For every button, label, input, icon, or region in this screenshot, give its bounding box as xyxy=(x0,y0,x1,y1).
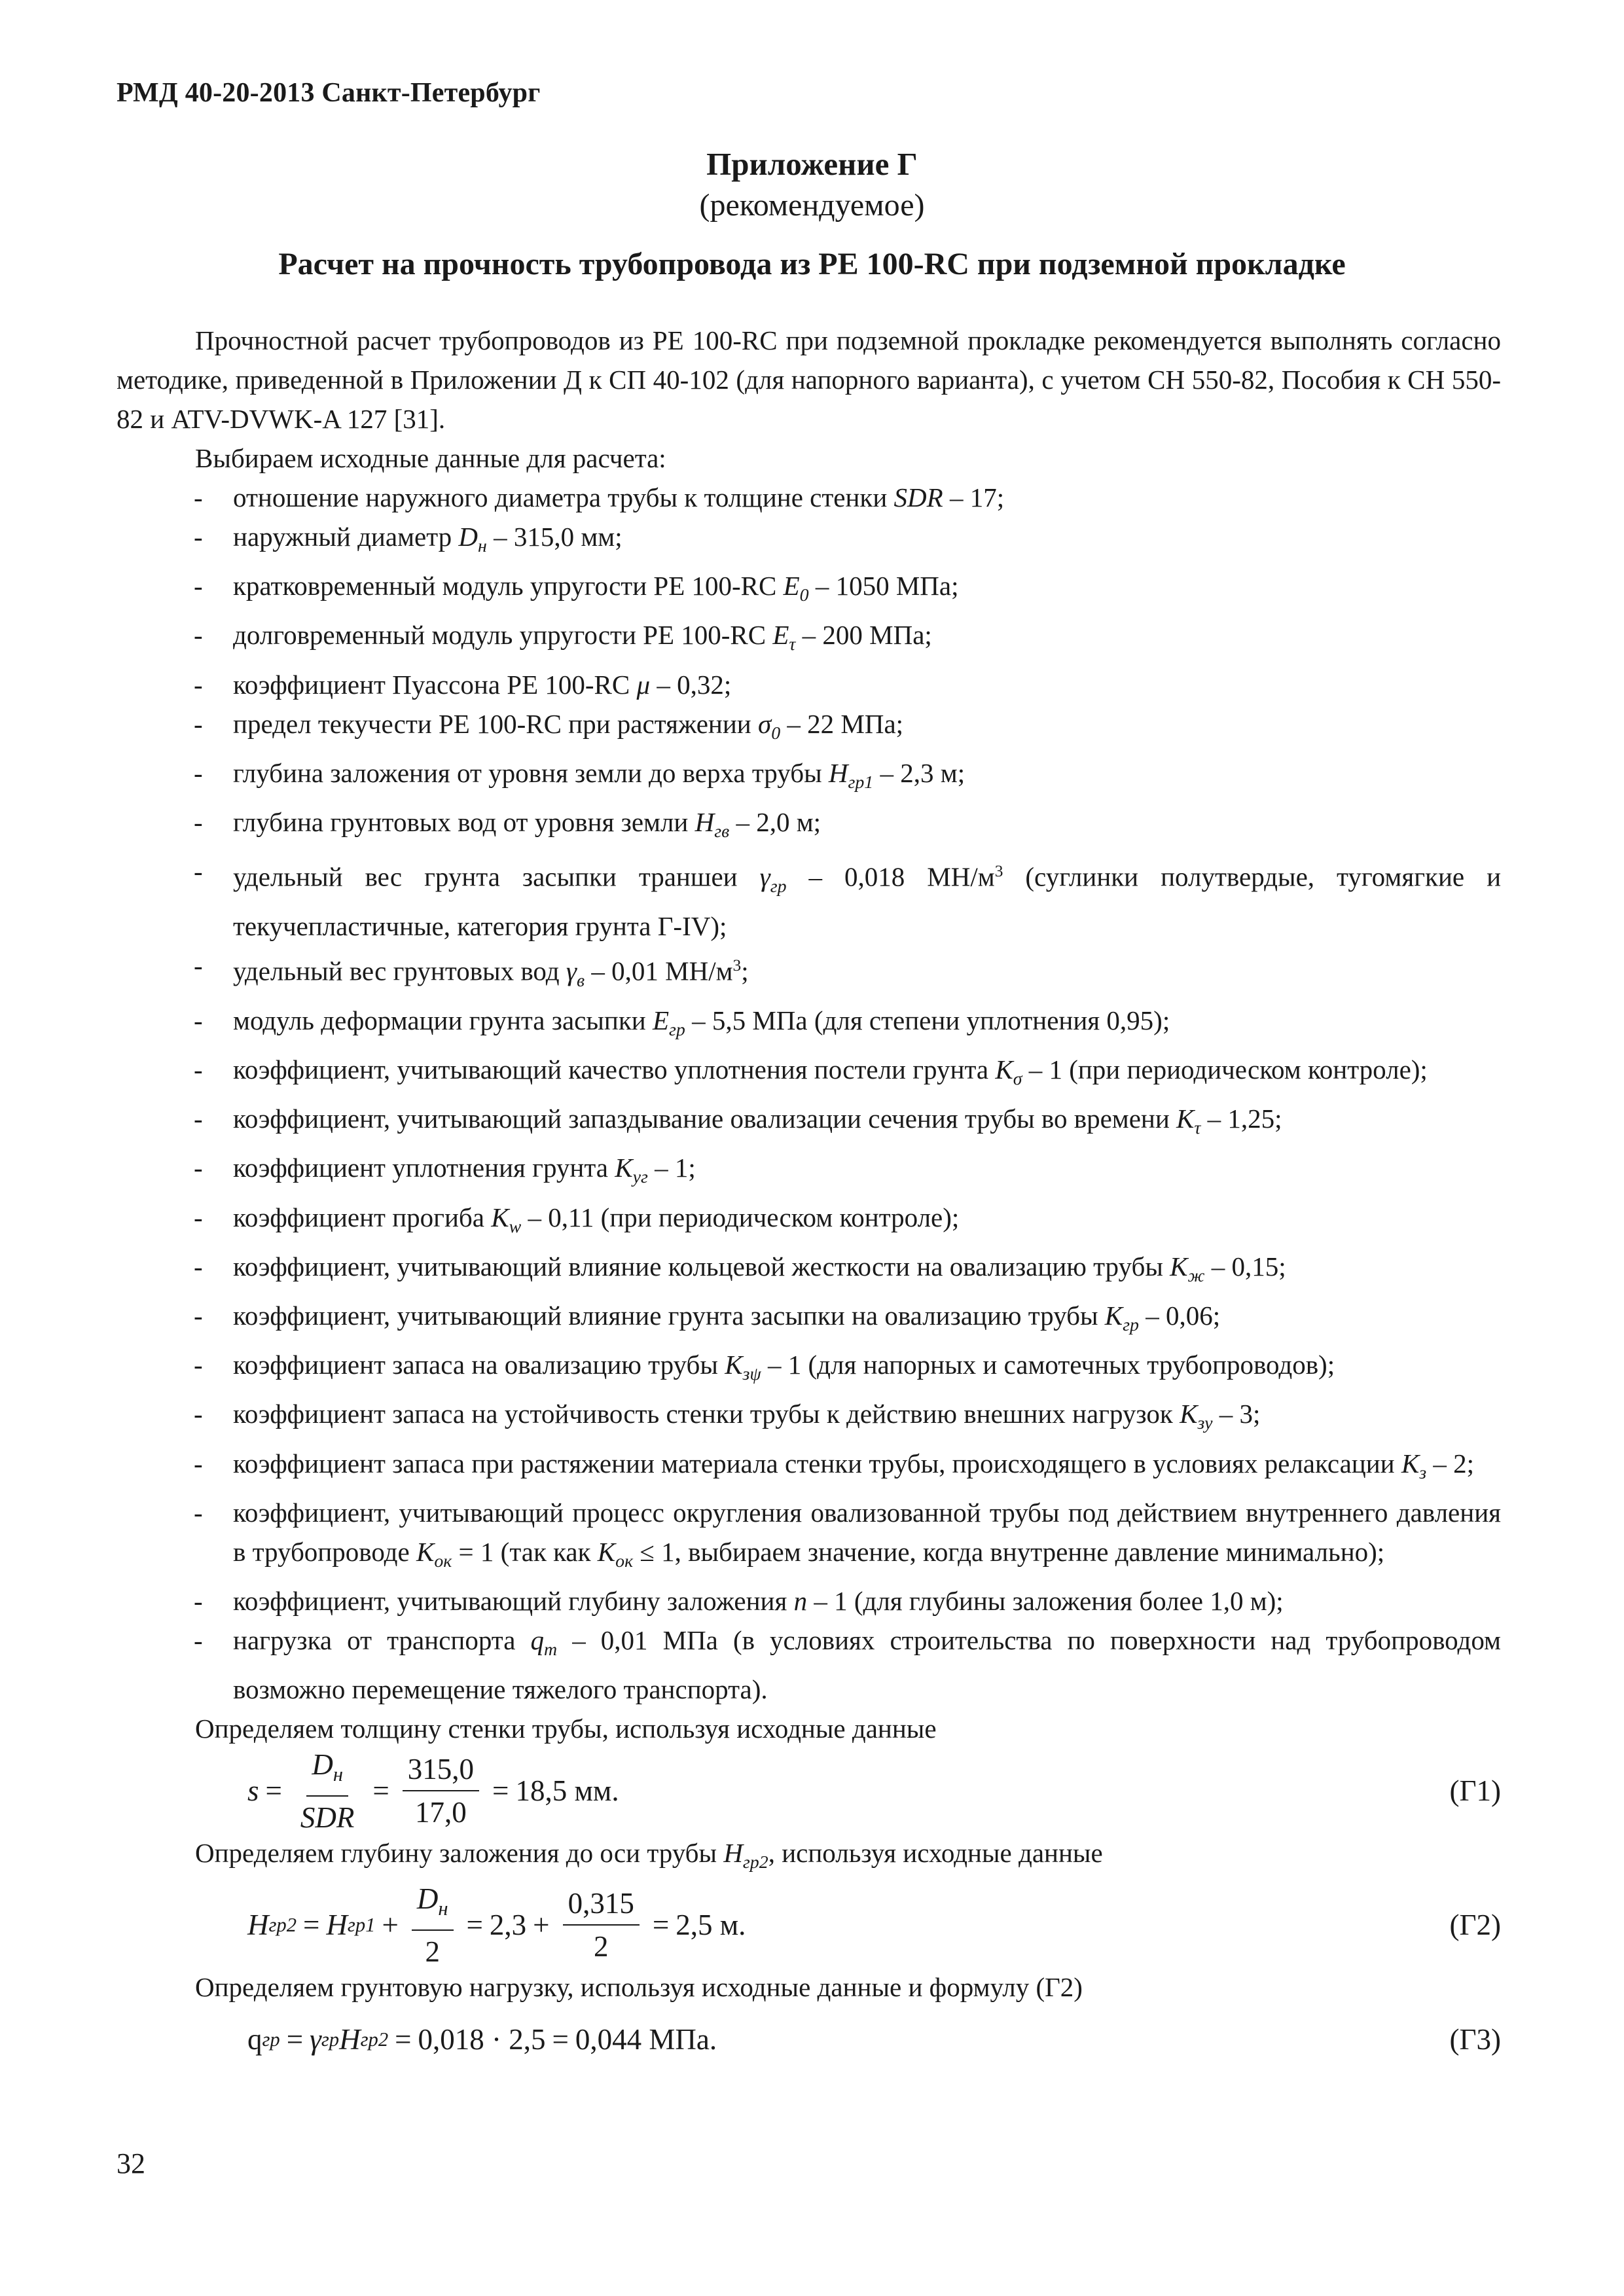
f1-num1-sub: н xyxy=(333,1763,343,1785)
item-symbol: K xyxy=(491,1202,509,1232)
list-item xyxy=(117,802,1501,852)
item-symbol: K xyxy=(615,1153,633,1183)
item-symbol-sub: зψ xyxy=(742,1364,761,1385)
list-bullet: - xyxy=(194,806,203,837)
f2-lhs: H xyxy=(247,1909,269,1942)
item-symbol-sub: ж xyxy=(1187,1265,1205,1286)
choose-data-text: Выбираем исходные данные для расчета: xyxy=(195,443,666,473)
list-bullet: - xyxy=(194,522,203,552)
item-symbol: K xyxy=(1170,1251,1188,1282)
item-value: – 1 (для напорных и самотечных трубопроводов); xyxy=(761,1350,1335,1380)
item-text: предел текучести PE 100-RC при растяжении xyxy=(233,708,758,739)
list-bullet: - xyxy=(194,1585,203,1616)
item-text: кратковременный модуль упругости PE 100-RC xyxy=(233,571,784,601)
list-item xyxy=(117,478,1501,517)
f2-t1: H xyxy=(326,1909,348,1942)
appendix-title: Приложение Г xyxy=(706,146,918,182)
list-bullet: - xyxy=(194,482,203,512)
item-text: коэффициент Пуассона PE 100-RC xyxy=(233,669,637,700)
f1-frac2 xyxy=(403,1749,479,1832)
f1-den1: SDR xyxy=(300,1801,355,1834)
list-bullet: - xyxy=(194,1497,203,1528)
item-unit-sup: 3 xyxy=(732,956,742,975)
item-symbol: H xyxy=(695,806,715,837)
f2-t1-sub: гр1 xyxy=(347,1914,376,1937)
formula-g2-body: H гр2 = H гр1 + $\frac{D_н}{2}$ = 2,3 + $\frac{0,315}{2}$ = 2,5 м. xyxy=(247,1882,746,1967)
list-item xyxy=(117,753,1501,802)
item-value: – 0,11 (при периодическом контроле); xyxy=(521,1202,960,1232)
item-text: нагрузка от транспорта xyxy=(233,1624,531,1655)
list-item xyxy=(117,1296,1501,1345)
list-bullet: - xyxy=(194,757,203,788)
item-value-2: ≤ 1, выбираем значение, когда внутренне давление минимально); xyxy=(633,1536,1385,1567)
item-text: долговременный модуль упругости PE 100-RC xyxy=(233,620,773,651)
item-value: – 1,25; xyxy=(1200,1103,1282,1134)
f2-frac2-num: 0,315 xyxy=(563,1884,640,1926)
list-bullet: - xyxy=(194,571,203,601)
item-symbol: K xyxy=(1180,1399,1198,1429)
list-item xyxy=(117,1148,1501,1197)
f1-result: 18,5 мм. xyxy=(515,1774,619,1808)
formula-g3-label: (Г3) xyxy=(1449,2023,1501,2056)
item-symbol: K xyxy=(416,1536,435,1567)
f2-frac1-den: 2 xyxy=(425,1935,440,1968)
f2-lhs-sub: гр2 xyxy=(268,1914,297,1937)
step2-sym: H xyxy=(723,1838,743,1869)
item-value: – 315,0 мм; xyxy=(486,522,623,552)
list-item xyxy=(117,1198,1501,1247)
item-symbol: E xyxy=(652,1005,669,1035)
f2-frac2 xyxy=(563,1884,640,1966)
list-item xyxy=(117,852,1501,946)
list-item xyxy=(117,615,1501,664)
item-symbol-sub: уг xyxy=(632,1167,648,1188)
item-symbol-sub: н xyxy=(478,536,487,557)
f3-lhs: q xyxy=(247,2023,262,2056)
item-value: – 200 МПа; xyxy=(795,620,932,651)
formula-g1-label: (Г1) xyxy=(1449,1774,1501,1808)
item-text: удельный вес грунта засыпки траншеи xyxy=(233,861,760,892)
item-value: – 0,06; xyxy=(1138,1300,1221,1331)
item-value: – 0,32; xyxy=(650,669,732,700)
list-item xyxy=(117,1345,1501,1394)
item-symbol: q xyxy=(530,1624,544,1655)
formula-g2 xyxy=(117,1882,1501,1967)
list-bullet: - xyxy=(194,1624,203,1655)
list-bullet: - xyxy=(194,1350,203,1380)
item-value: – 0,01 МПа (в условиях строительства по поверхности над трубопроводом возможно перемещение тяжелого транспорта). xyxy=(233,1624,1501,1705)
item-symbol: K xyxy=(1176,1103,1195,1134)
item-symbol-sub: τ xyxy=(1194,1118,1201,1139)
item-text: коэффициент запаса на устойчивость стенки трубы к действию внешних нагрузок xyxy=(233,1399,1180,1429)
item-text: коэффициент прогиба xyxy=(233,1202,492,1232)
item-value: – 3; xyxy=(1212,1399,1261,1429)
f3-result: 0,044 МПа. xyxy=(575,2023,717,2056)
list-bullet: - xyxy=(194,669,203,700)
appendix-subtitle: (рекомендуемое) xyxy=(699,188,925,223)
list-item xyxy=(117,946,1501,1001)
item-unit-sup: 3 xyxy=(994,862,1003,881)
list-item xyxy=(117,1394,1501,1443)
item-symbol-sub: в xyxy=(577,970,585,991)
item-text: коэффициент запаса при растяжении материала стенки трубы, происходящего в условиях релаксации xyxy=(233,1448,1401,1479)
item-value: – 1 (для глубины заложения более 1,0 м); xyxy=(807,1585,1284,1616)
item-symbol: H xyxy=(828,757,848,788)
list-bullet: - xyxy=(194,1448,203,1479)
f3-h: H xyxy=(339,2023,361,2056)
item-symbol: E xyxy=(772,620,789,651)
list-item xyxy=(117,1493,1501,1581)
list-bullet: - xyxy=(194,950,203,980)
formula-g2-label: (Г2) xyxy=(1449,1909,1501,1942)
item-value: – 1; xyxy=(647,1153,696,1183)
list-item xyxy=(117,1099,1501,1148)
list-item xyxy=(117,1001,1501,1050)
step3-text: Определяем грунтовую нагрузку, используя исходные данные и формулу (Г2) xyxy=(195,1972,1083,2003)
f1-den2: 17,0 xyxy=(415,1796,467,1829)
item-text: глубина заложения от уровня земли до верха трубы xyxy=(233,757,829,788)
item-value-2: (суглинки полутвердые, тугомягкие и текучепластичные, категория грунта Г-IV); xyxy=(233,861,1502,941)
item-text: модуль деформации грунта засыпки xyxy=(233,1005,653,1035)
item-text: коэффициент, учитывающий влияние кольцевой жесткости на овализацию трубы xyxy=(233,1251,1170,1282)
item-text: отношение наружного диаметра трубы к толщине стенки xyxy=(233,482,894,512)
item-value: – 22 МПа; xyxy=(780,708,904,739)
list-bullet: - xyxy=(194,1103,203,1134)
item-symbol-sub: гр xyxy=(669,1020,685,1040)
item-symbol: n xyxy=(793,1585,808,1616)
item-symbol-sub: зу xyxy=(1197,1413,1213,1434)
item-text: глубина грунтовых вод от уровня земли xyxy=(233,806,695,837)
item-symbol: SDR xyxy=(893,482,943,512)
page-number: 32 xyxy=(117,2147,145,2179)
item-value: – 2,3 м; xyxy=(873,757,965,788)
f1-num2: 315,0 xyxy=(403,1749,479,1791)
item-symbol: K xyxy=(725,1350,743,1380)
item-value: – 5,5 МПа (для степени уплотнения 0,95); xyxy=(685,1005,1170,1035)
item-value: – 1 (при периодическом контроле); xyxy=(1022,1054,1428,1085)
item-symbol: σ xyxy=(757,708,772,739)
f3-gamma-sub: гр xyxy=(321,2028,340,2051)
item-symbol-sub: 0 xyxy=(799,585,809,606)
parameter-list xyxy=(117,478,1501,1709)
item-text: коэффициент, учитывающий процесс округления овализованной трубы под действием внутреннего давления в трубопроводе xyxy=(233,1497,1501,1567)
step2-pre: Определяем глубину заложения до оси трубы xyxy=(195,1838,724,1869)
list-item xyxy=(117,1444,1501,1493)
item-symbol-sub: τ xyxy=(789,634,796,655)
item-symbol-sub: ок xyxy=(434,1551,452,1571)
item-value: – 0,01 МН/м xyxy=(585,956,733,986)
list-bullet: - xyxy=(194,856,203,887)
f2-frac1 xyxy=(412,1879,454,1971)
item-text: удельный вес грунтовых вод xyxy=(233,956,566,986)
item-symbol: K xyxy=(1401,1448,1420,1479)
list-bullet: - xyxy=(194,1202,203,1232)
list-item xyxy=(117,517,1501,566)
list-item xyxy=(117,1581,1501,1621)
item-symbol-sub: гр1 xyxy=(848,772,874,793)
item-symbol-sub: т xyxy=(544,1640,558,1660)
f3-lhs-sub: гр xyxy=(262,2028,280,2051)
formula-g1-body: s = $\frac{D_н}{\text{SDR}}$ = $\frac{315,0}{17,0}$ = 18,5 мм. xyxy=(247,1748,619,1833)
f2-result: 2,5 м. xyxy=(676,1909,746,1942)
list-bullet: - xyxy=(194,1300,203,1331)
section-title: Расчет на прочность трубопровода из PE 100-RC при подземной прокладке xyxy=(278,247,1346,281)
item-symbol-2-sub: ок xyxy=(615,1551,634,1571)
step2-post: , используя исходные данные xyxy=(768,1838,1103,1869)
list-item xyxy=(117,704,1501,753)
f1-lhs: s xyxy=(247,1774,259,1808)
item-symbol-sub: σ xyxy=(1013,1069,1022,1090)
item-text: коэффициент, учитывающий влияние грунта засыпки на овализацию трубы xyxy=(233,1300,1105,1331)
item-value-2: ; xyxy=(741,956,749,986)
item-value: – 17; xyxy=(943,482,1005,512)
item-symbol-2: K xyxy=(597,1536,616,1567)
f2-v1: 2,3 xyxy=(489,1909,527,1942)
item-text: коэффициент уплотнения грунта xyxy=(233,1153,615,1183)
item-value: = 1 (так как xyxy=(452,1536,598,1567)
list-item xyxy=(117,1247,1501,1296)
intro-paragraph: Прочностной расчет трубопроводов из PE 100-RC при подземной прокладке рекомендуется выполнять согласно методике, приведенной в Приложении Д к СП 40-102 (для напорного варианта), с учетом СН 550-82, Пособия к СН 550-82 и ATV-DVWK-A 127 [31]. xyxy=(117,325,1501,434)
item-value: – 2; xyxy=(1426,1448,1474,1479)
item-symbol: K xyxy=(995,1054,1013,1085)
item-symbol: K xyxy=(1104,1300,1123,1331)
item-text: коэффициент запаса на овализацию трубы xyxy=(233,1350,725,1380)
list-item xyxy=(117,665,1501,704)
body-text xyxy=(117,321,1501,2072)
step1-text: Определяем толщину стенки трубы, используя исходные данные xyxy=(195,1713,937,1744)
list-bullet: - xyxy=(194,1251,203,1282)
item-text: коэффициент, учитывающий запаздывание овализации сечения трубы во времени xyxy=(233,1103,1177,1134)
list-bullet: - xyxy=(194,1399,203,1429)
item-symbol: μ xyxy=(636,669,651,700)
list-bullet: - xyxy=(194,1005,203,1035)
f3-gamma: γ xyxy=(310,2023,321,2056)
list-item xyxy=(117,566,1501,615)
item-symbol-sub: гв xyxy=(714,821,730,842)
item-symbol: γ xyxy=(566,956,577,986)
f3-expr: 0,018 · 2,5 xyxy=(418,2023,546,2056)
item-symbol-sub: w xyxy=(509,1216,522,1237)
item-symbol-sub: гр xyxy=(770,876,787,897)
running-header: РМД 40-20-2013 Санкт-Петербург xyxy=(117,78,541,108)
f2-frac2-den: 2 xyxy=(593,1930,609,1964)
f1-frac1 xyxy=(295,1745,360,1837)
list-bullet: - xyxy=(194,1054,203,1085)
step2-sub: гр2 xyxy=(742,1852,768,1873)
f2-frac1-num-sub: н xyxy=(438,1897,448,1920)
item-symbol: γ xyxy=(759,861,770,892)
item-symbol-sub: з xyxy=(1419,1462,1427,1483)
formula-g3-body: q гр = γ гр H гр2 = 0,018 · 2,5 = 0,044 МПа. xyxy=(247,2007,717,2072)
item-value: – 0,018 МН/м xyxy=(786,861,995,892)
list-bullet: - xyxy=(194,708,203,739)
list-item xyxy=(117,1050,1501,1099)
f3-h-sub: гр2 xyxy=(360,2028,389,2051)
list-bullet: - xyxy=(194,620,203,651)
item-text: коэффициент, учитывающий качество уплотнения постели грунта xyxy=(233,1054,996,1085)
item-value: – 1050 МПа; xyxy=(808,571,959,601)
item-symbol-sub: гр xyxy=(1123,1315,1139,1336)
item-value: – 0,15; xyxy=(1204,1251,1286,1282)
item-value: – 2,0 м; xyxy=(729,806,821,837)
item-symbol: D xyxy=(458,522,478,552)
list-bullet: - xyxy=(194,1153,203,1183)
step2-text xyxy=(117,1833,1501,1882)
item-text: наружный диаметр xyxy=(233,522,459,552)
formula-g1 xyxy=(117,1748,1501,1833)
item-symbol: E xyxy=(783,571,800,601)
f2-frac1-num: D xyxy=(416,1882,439,1915)
item-text: коэффициент, учитывающий глубину заложения xyxy=(233,1585,794,1616)
f1-num1: D xyxy=(312,1748,333,1781)
list-item xyxy=(117,1621,1501,1709)
formula-g3 xyxy=(117,2007,1501,2072)
item-symbol-sub: 0 xyxy=(771,723,781,744)
